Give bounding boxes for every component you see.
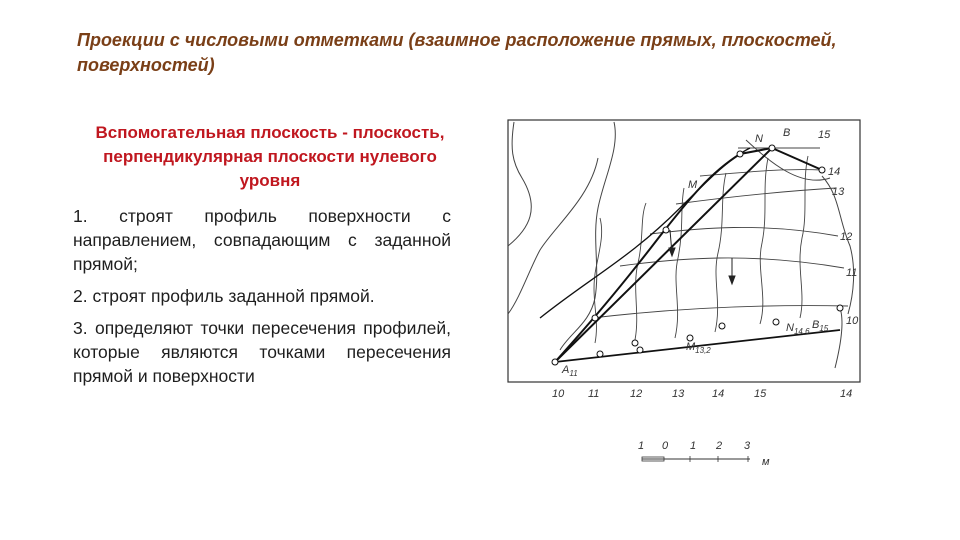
steps-list — [73, 204, 451, 396]
label-a: $A_{11}$ — [562, 364, 578, 378]
profile-grid-verticals — [594, 156, 808, 343]
step-item-2: 2. строят профиль заданной прямой. — [73, 286, 375, 306]
bottom-mark-13: 13 — [672, 388, 685, 400]
profile-grid-horizontals — [592, 148, 848, 318]
label-m1: $M_{13,2}$ — [686, 341, 711, 355]
bottom-mark-12: 12 — [630, 388, 643, 400]
point-14-right — [819, 167, 825, 173]
right-mark-12: 12 — [840, 231, 853, 243]
right-mark-11: 11 — [846, 267, 858, 279]
bottom-mark-11: 11 — [588, 388, 600, 400]
point-m1 — [719, 323, 725, 329]
label-n1: $N_{14,6}$ — [786, 322, 810, 336]
profile-diagram-svg — [500, 118, 880, 478]
scale-unit: м — [762, 456, 770, 468]
slide-title: Проекции с числовыми отметками (взаимное расположение прямых, плоскостей, поверхностей) — [77, 30, 837, 75]
scale-tick-3: 2 — [716, 440, 723, 452]
point-n — [737, 151, 743, 157]
label-b: B — [783, 127, 791, 139]
point-grid-1 — [592, 315, 598, 321]
right-mark-13: 13 — [832, 186, 845, 198]
point-grid-4 — [637, 347, 643, 353]
point-n1 — [773, 319, 779, 325]
projection-arrows — [669, 230, 735, 284]
right-mark-15: 15 — [818, 129, 831, 141]
profile-diagram — [500, 118, 880, 478]
contour-left-3 — [508, 158, 598, 314]
line-ab — [555, 148, 772, 362]
scale-bar — [638, 440, 770, 468]
contour-right-2 — [835, 308, 842, 368]
grid-v-1 — [594, 218, 602, 343]
line-profile — [540, 148, 750, 318]
right-elevation-marks — [818, 129, 859, 327]
point-b — [769, 145, 775, 151]
right-mark-14: 14 — [828, 166, 841, 178]
label-b1: $B_{15}$ — [812, 319, 829, 333]
contour-left-1 — [508, 122, 531, 246]
right-mark-10: 10 — [846, 315, 859, 327]
arrow-n-head — [729, 276, 735, 284]
bottom-mark-10: 10 — [552, 388, 565, 400]
bottom-elevation-marks — [552, 388, 852, 400]
scale-tick-4: 3 — [744, 440, 751, 452]
arrow-m-head — [669, 248, 675, 256]
step-item-1: 1. строят профиль поверхности с направлением, совпадающим с заданной прямой; — [73, 206, 451, 274]
grid-v-5 — [760, 158, 768, 324]
step-item-3: 3. определяют точки пересечения профилей, которые являются точками пересечения прямой и поверхности — [73, 318, 451, 386]
grid-h-10 — [592, 306, 848, 318]
point-a — [552, 359, 558, 365]
scale-tick-0: 0 — [662, 440, 669, 452]
point-grid-3 — [597, 351, 603, 357]
grid-h-13 — [676, 188, 836, 204]
contour-left-2 — [560, 122, 615, 350]
grid-h-12 — [650, 227, 838, 236]
scale-tick-1: 1 — [638, 440, 645, 452]
label-n: N — [755, 133, 763, 145]
point-grid-6 — [837, 305, 843, 311]
grid-v-6 — [800, 156, 808, 318]
bottom-mark-14: 14 — [712, 388, 725, 400]
scale-tick-2: 1 — [690, 440, 697, 452]
grid-v-2 — [635, 203, 646, 340]
label-m: M — [688, 179, 698, 191]
point-grid-2 — [632, 340, 638, 346]
bottom-mark-14b: 14 — [840, 388, 853, 400]
point-m — [663, 227, 669, 233]
auxiliary-plane-heading: Вспомогательная плоскость - плоскость, перпендикулярная плоскости нулевого уровня — [95, 123, 445, 190]
bottom-mark-15: 15 — [754, 388, 767, 400]
